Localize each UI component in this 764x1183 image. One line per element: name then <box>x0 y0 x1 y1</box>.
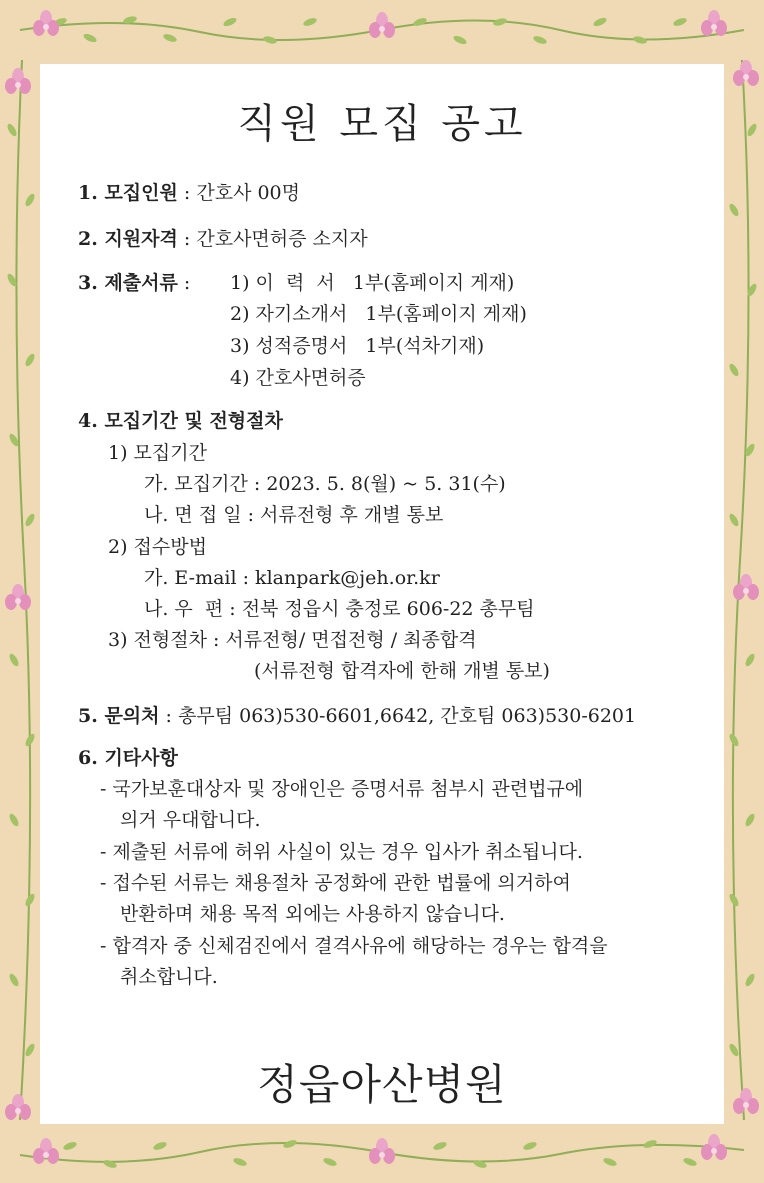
note-line: - 합격자 중 신체검진에서 결격사유에 해당하는 경우는 합격을 <box>100 935 608 957</box>
period-line: 가. 모집기간 : 2023. 5. 8(월) ~ 5. 31(수) <box>144 473 506 495</box>
doc-line: 3) 성적증명서 1부(석차기재) <box>230 335 485 357</box>
process-note: (서류전형 합격자에 한해 개별 통보) <box>254 660 550 682</box>
interview-line: 나. 면 접 일 : 서류전형 후 개별 통보 <box>144 504 444 526</box>
item-label: 1. 모집인원 <box>78 182 178 204</box>
hospital-name: 정읍아산병원 <box>257 1060 507 1109</box>
note-line: 반환하며 채용 목적 외에는 사용하지 않습니다. <box>120 903 505 925</box>
doc-line: 4) 간호사면허증 <box>230 367 366 389</box>
item-label: 5. 문의처 <box>78 705 160 727</box>
item-value: 총무팀 063)530-6601,6642, 간호팀 063)530-6201 <box>178 705 637 727</box>
sub-heading: 2) 접수방법 <box>108 536 207 558</box>
item-value: 간호사 00명 <box>196 182 300 204</box>
note-line: - 국가보훈대상자 및 장애인은 증명서류 첨부시 관련법규에 <box>100 778 584 800</box>
section-other-heading: 6. 기타사항 <box>78 747 178 769</box>
item-value: 간호사면허증 소지자 <box>196 228 368 250</box>
note-line: - 접수된 서류는 채용절차 공정화에 관한 법률에 의거하여 <box>100 872 571 894</box>
item-contact <box>78 704 636 728</box>
item-documents <box>78 271 196 295</box>
item-recruit-count <box>78 181 300 205</box>
doc-line: 2) 자기소개서 1부(홈페이지 게재) <box>230 303 527 325</box>
item-sep: : <box>177 228 197 250</box>
email-line: 가. E-mail : klanpark@jeh.or.kr <box>144 567 440 589</box>
process-line: 3) 전형절차 : 서류전형/ 면접전형 / 최종합격 <box>108 629 477 651</box>
item-sep: : <box>177 272 197 294</box>
sub-heading: 1) 모집기간 <box>108 442 207 464</box>
note-line: - 제출된 서류에 허위 사실이 있는 경우 입사가 취소됩니다. <box>100 841 583 863</box>
section-period-heading: 4. 모집기간 및 전형절차 <box>78 410 283 432</box>
mail-line: 나. 우 편 : 전북 정읍시 충정로 606-22 총무팀 <box>144 598 535 620</box>
doc-line: 1) 이 력 서 1부(홈페이지 게재) <box>230 272 515 294</box>
item-qualification <box>78 227 368 251</box>
note-line: 취소합니다. <box>120 966 218 988</box>
item-sep: : <box>159 705 178 727</box>
item-label: 2. 지원자격 <box>78 228 178 250</box>
note-line: 의거 우대합니다. <box>120 809 261 831</box>
page-title: 직원 모집 공고 <box>237 101 527 147</box>
item-sep: : <box>177 182 197 204</box>
item-label: 3. 제출서류 <box>78 272 178 294</box>
